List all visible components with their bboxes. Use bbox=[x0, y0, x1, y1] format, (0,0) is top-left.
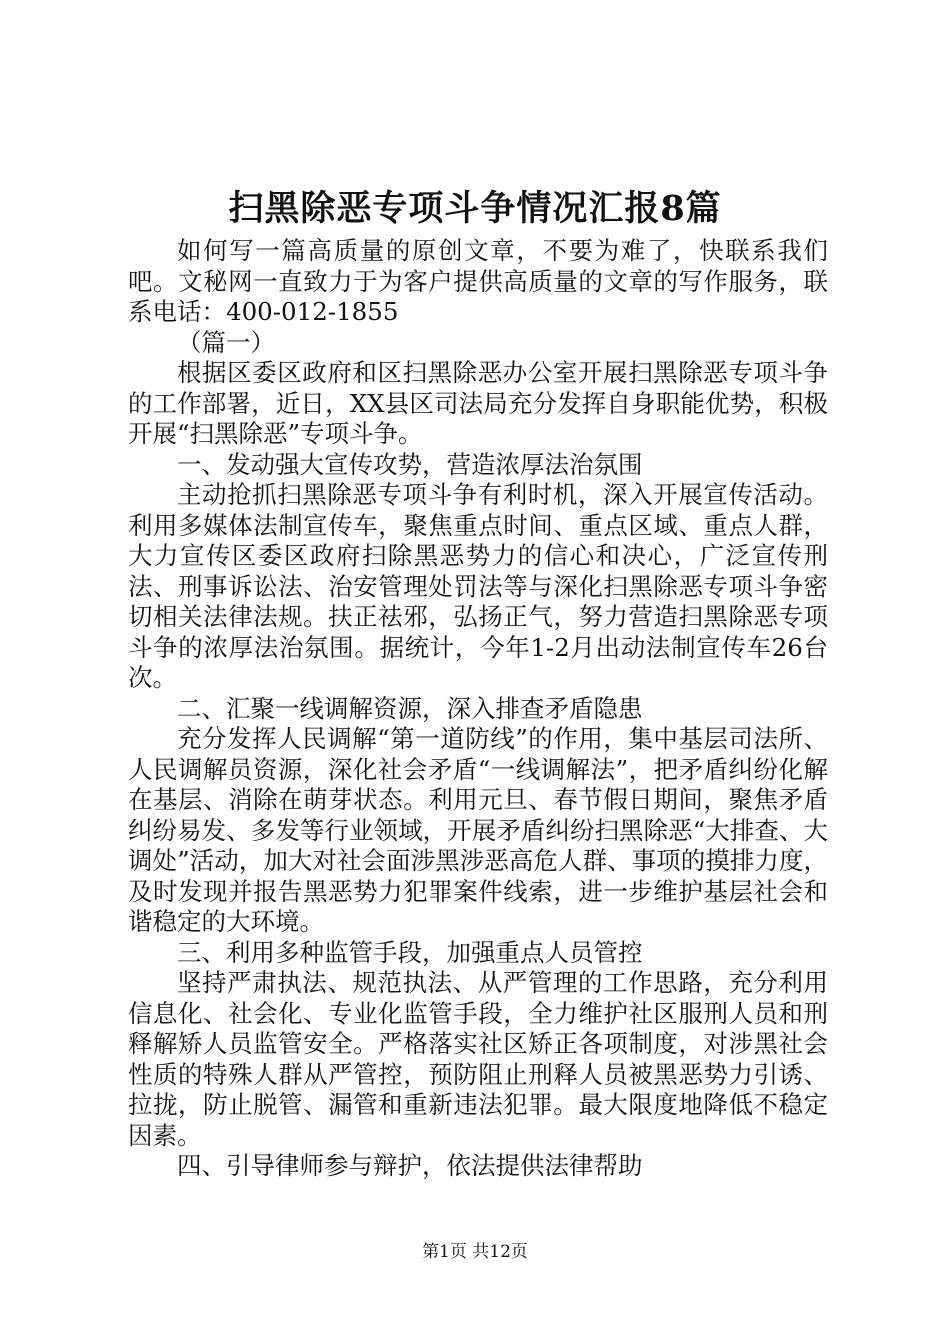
section-heading-3: 三、利用多种监管手段，加强重点人员管控 bbox=[177, 937, 643, 967]
page-footer: 第1页 共12页 bbox=[422, 1242, 528, 1262]
document-title: 扫黑除恶专项斗争情况汇报8篇 bbox=[228, 188, 722, 229]
body-paragraph: 充分发挥人民调解“第一道防线”的作用，集中基层司法所、人民调解员资源，深化社会矛盾“一线调解法”，把矛盾纠纷化解在基层、消除在萌芽状态。利用元旦、春节假日期间，聚焦矛盾纠纷易发、多发等行业领域，开展矛盾纠纷扫黑除恶“大排查、大调处”活动，加大对社会面涉黑涉恶高危人群、事项的摸排力度，及时发现并报告黑恶势力犯罪案件线索，进一步维护基层社会和谐稳定的大环境。 bbox=[128, 724, 828, 936]
body-paragraph: 坚持严肃执法、规范执法、从严管理的工作思路，充分利用信息化、社会化、专业化监管手段，全力维护社区服刑人员和刑释解矫人员监管安全。严格落实社区矫正各项制度，对涉黑社会性质的特殊人群从严管控，预防阻止刑释人员被黑恶势力引诱、拉拢，防止脱管、漏管和重新违法犯罪。最大限度地降低不稳定因素。 bbox=[128, 968, 828, 1150]
section-heading-1: 一、发动强大宣传攻势，营造浓厚法治氛围 bbox=[177, 449, 643, 479]
section-heading-4: 四、引导律师参与辩护，依法提供法律帮助 bbox=[177, 1151, 643, 1180]
document-body bbox=[128, 236, 828, 1182]
body-paragraph: 根据区委区政府和区扫黑除恶办公室开展扫黑除恶专项斗争的工作部署，近日，XX县区司法局充分发挥自身职能优势，积极开展“扫黑除恶”专项斗争。 bbox=[128, 358, 828, 448]
section-marker: （篇一） bbox=[177, 327, 275, 357]
section-heading-2: 二、汇聚一线调解资源，深入排查矛盾隐患 bbox=[177, 693, 643, 723]
body-paragraph: 主动抢抓扫黑除恶专项斗争有利时机，深入开展宣传活动。利用多媒体法制宣传车，聚焦重点时间、重点区域、重点人群，大力宣传区委区政府扫除黑恶势力的信心和决心，广泛宣传刑法、刑事诉讼法、治安管理处罚法等与深化扫黑除恶专项斗争密切相关法律法规。扶正祛邪，弘扬正气，努力营造扫黑除恶专项斗争的浓厚法治氛围。据统计，今年1-2月出动法制宣传车26台次。 bbox=[128, 480, 828, 692]
intro-paragraph: 如何写一篇高质量的原创文章，不要为难了，快联系我们吧。文秘网一直致力于为客户提供高质量的文章的写作服务，联系电话：400-012-1855 bbox=[128, 236, 828, 326]
